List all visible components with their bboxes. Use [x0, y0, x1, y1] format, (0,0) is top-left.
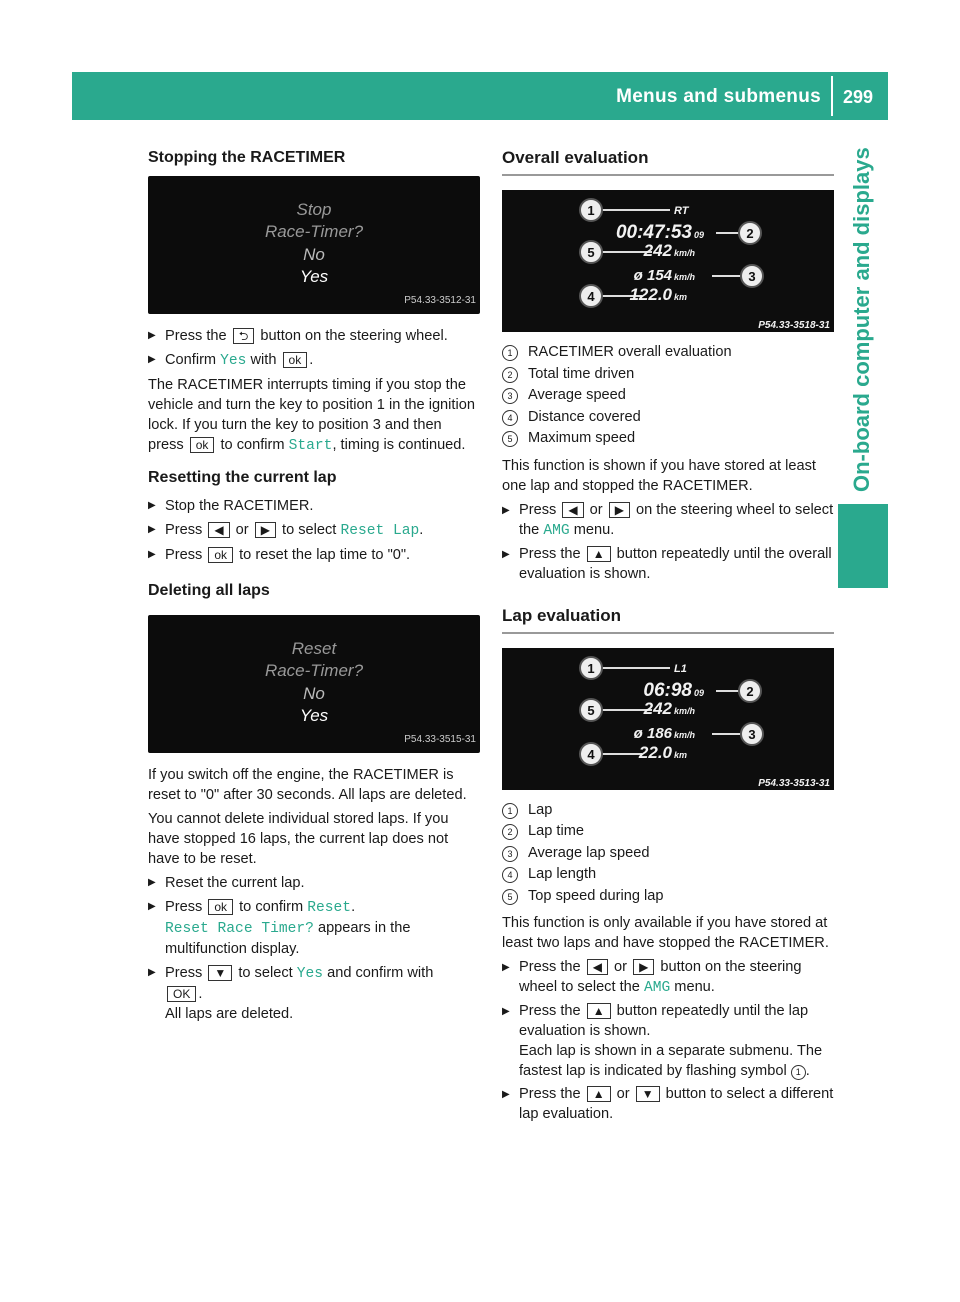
screen-line: Stop — [296, 200, 332, 219]
legend-item — [502, 800, 834, 822]
time-readout: 06:98 — [643, 679, 692, 701]
callout-label: 5 — [587, 702, 595, 718]
instruction-step: ▶ Press ok to confirm Reset. Reset Race Timer? appears in the multifunction display. — [148, 897, 480, 959]
callout-number-icon: 5 — [502, 431, 518, 447]
step-text: or — [235, 522, 249, 538]
screen-line: No — [303, 684, 325, 703]
time-readout: 00:47:53 — [615, 222, 692, 243]
legend-text: Lap length — [528, 866, 597, 882]
callout-label: 1 — [587, 203, 595, 218]
callout-number-icon: 5 — [502, 889, 518, 905]
step-text: Press — [165, 522, 203, 538]
right-arrow-key-icon: ▶ — [633, 959, 654, 975]
menu-option: Start — [288, 438, 333, 454]
paragraph — [148, 375, 480, 456]
page-number: 299 — [843, 87, 874, 107]
paragraph-text: , timing is continued. — [332, 437, 466, 453]
legend-text: Distance covered — [528, 408, 641, 425]
lap-label: L1 — [674, 662, 687, 675]
callout-number-icon: 1 — [502, 803, 518, 819]
overall-display-image — [502, 190, 834, 332]
max-speed-readout: 242 — [643, 698, 672, 718]
callout-label: 3 — [748, 269, 756, 284]
callout-number-icon: 4 — [502, 410, 518, 426]
lap-display-image — [502, 648, 834, 790]
lap-legend — [502, 800, 834, 908]
step-text: button to select a different lap evaluation. — [519, 1086, 834, 1122]
distance-readout: 122.0 — [629, 285, 672, 304]
paragraph-text: The RACETIMER interrupts timing if you stop the vehicle and turn the key to position 1 in the ignition lock. If you turn the key to position 3 and then press — [148, 377, 475, 453]
callout-label: 2 — [746, 226, 754, 241]
down-arrow-key-icon: ▼ — [636, 1086, 660, 1102]
screen-line: Reset — [291, 639, 337, 658]
speed-unit: km/h — [674, 729, 696, 740]
step-text: Confirm — [165, 352, 217, 368]
instruction-step — [502, 544, 834, 584]
step-text: Each lap is shown in a separate submenu. The fastest lap is indicated by flashing symbol — [519, 1043, 823, 1079]
step-text: Press the — [519, 1003, 581, 1019]
step-text: Press — [165, 965, 203, 981]
legend-text: Average lap speed — [528, 844, 650, 861]
step-text: button on the steering wheel. — [260, 328, 448, 344]
screen-line: Yes — [299, 267, 329, 286]
callout-label: 1 — [587, 660, 595, 676]
step-text: Press — [519, 501, 557, 518]
menu-option: AMG — [643, 980, 671, 996]
right-column — [502, 148, 834, 1127]
paragraph: This function is only available if you have stored at least two laps and have stopped the RACETIMER. — [502, 915, 829, 951]
callout-label: 5 — [587, 245, 595, 260]
step-text: menu. — [573, 521, 615, 538]
dashboard-graphic — [502, 190, 834, 332]
paragraph-text: to confirm — [220, 437, 285, 453]
ok-key-icon: ok — [208, 899, 233, 915]
lap-label: RT — [674, 205, 689, 217]
delete-heading: Deleting all laps — [148, 582, 270, 599]
legend-item — [502, 407, 834, 429]
figure-ref: P54.33-3512-31 — [404, 295, 476, 306]
paragraph: If you switch off the engine, the RACETIMER is reset to "0" after 30 seconds. All laps are deleted. — [148, 767, 467, 803]
speed-unit: km/h — [674, 272, 696, 282]
step-text: button repeatedly until the overall evaluation is shown. — [519, 545, 832, 582]
left-arrow-key-icon: ◀ — [208, 522, 229, 538]
section-title: Menus and submenus — [616, 86, 821, 107]
instruction-step — [148, 350, 480, 371]
menu-option: AMG — [543, 522, 570, 539]
menu-option: Reset — [307, 900, 352, 916]
menu-option: Yes — [296, 966, 324, 982]
step-text: Stop the RACETIMER. — [165, 498, 314, 514]
step-text: to select — [238, 965, 293, 981]
ok-key-icon: OK — [167, 986, 196, 1002]
step-text: Press the — [519, 1086, 581, 1102]
figure-ref: P54.33-3515-31 — [404, 734, 476, 745]
step-text: or — [589, 501, 603, 518]
screen-line: Race-Timer? — [264, 661, 364, 680]
back-key-icon: ⮌ — [233, 328, 255, 344]
instruction-step — [148, 873, 480, 893]
instruction-step: ▶ Press ◀ or ▶ to select Reset Lap. — [148, 520, 480, 541]
speed-unit: km/h — [674, 248, 696, 258]
legend-text: Maximum speed — [528, 430, 636, 446]
callout-number-icon: 3 — [502, 846, 518, 862]
step-text: or — [616, 1086, 630, 1102]
max-speed-readout: 242 — [643, 241, 672, 260]
distance-unit: km — [674, 292, 688, 302]
left-column — [148, 148, 480, 1028]
right-arrow-key-icon: ▶ — [255, 522, 276, 538]
time-subsecond: 09 — [694, 230, 705, 240]
instruction-step — [502, 1084, 834, 1124]
step-text: Reset the current lap. — [165, 875, 305, 891]
step-text: appears in the multifunction display. — [165, 920, 411, 957]
step-text: to reset the lap time to "0". — [239, 547, 411, 563]
step-text: Press — [165, 547, 203, 563]
ok-key-icon: ok — [208, 547, 233, 563]
step-text: Press the — [165, 328, 227, 344]
step-text: Press the — [519, 959, 581, 975]
up-arrow-key-icon: ▲ — [587, 546, 611, 562]
step-text: menu. — [674, 979, 715, 995]
legend-text: Lap — [528, 801, 553, 818]
up-arrow-key-icon: ▲ — [587, 1003, 611, 1019]
callout-label: 2 — [746, 683, 754, 699]
menu-option: Reset Race Timer? — [165, 921, 314, 937]
screen-line: Race-Timer? — [264, 222, 364, 241]
legend-text: Top speed during lap — [528, 887, 664, 904]
stop-heading: Stopping the RACETIMER — [148, 149, 346, 166]
symbol-1-icon: 1 — [791, 1065, 806, 1080]
screen-line: No — [303, 245, 325, 264]
paragraph: You cannot delete individual stored laps. If you have stopped 16 laps, the current lap does not have to be reset. — [148, 811, 449, 867]
step-text: with — [250, 352, 277, 368]
callout-number-icon: 2 — [502, 367, 518, 383]
legend-text: Average speed — [528, 387, 626, 403]
chapter-marker — [838, 504, 888, 588]
instruction-step — [502, 957, 834, 998]
step-text: and confirm with — [327, 965, 434, 981]
left-arrow-key-icon: ◀ — [562, 502, 583, 518]
step-text: button on the steering wheel to select the — [519, 959, 802, 995]
overall-legend — [502, 342, 834, 450]
step-text: button repeatedly until the lap evaluation is shown. — [519, 1003, 809, 1039]
menu-option: Reset Lap — [340, 523, 420, 539]
distance-unit: km — [674, 749, 688, 760]
instruction-step — [148, 545, 480, 565]
step-text: to select — [282, 522, 337, 538]
step-text: Press — [165, 899, 203, 915]
callout-number-icon: 2 — [502, 824, 518, 840]
step-text: on the steering wheel to select the — [519, 501, 834, 538]
chapter-title: On-board computer and displays — [849, 147, 874, 492]
callout-number-icon: 1 — [502, 345, 518, 361]
legend-text: RACETIMER overall evaluation — [528, 344, 732, 360]
instruction-step — [502, 500, 834, 541]
instruction-step: ▶ Press ▼ to select Yes and confirm with OK . All laps are deleted. — [148, 963, 480, 1024]
callout-label: 3 — [748, 726, 756, 742]
left-arrow-key-icon: ◀ — [587, 959, 608, 975]
distance-readout: 22.0 — [638, 742, 672, 762]
screen-line: Yes — [299, 706, 329, 725]
header-divider — [831, 76, 833, 116]
delete-display-image — [148, 615, 480, 753]
callout-label: 4 — [587, 746, 595, 762]
ok-key-icon: ok — [190, 437, 215, 453]
dashboard-graphic — [502, 648, 834, 790]
avg-speed-readout: ø 186 — [633, 724, 672, 742]
legend-item — [502, 364, 834, 386]
legend-item — [502, 428, 834, 450]
callout-number-icon: 4 — [502, 867, 518, 883]
legend-item — [502, 864, 834, 886]
legend-item — [502, 385, 834, 407]
instruction-step — [148, 326, 480, 346]
stop-display-image — [148, 176, 480, 314]
legend-item — [502, 843, 834, 865]
step-text: . — [309, 352, 314, 368]
instruction-step — [148, 496, 480, 516]
reset-heading: Resetting the current lap — [148, 469, 337, 486]
legend-text: Lap time — [528, 823, 584, 839]
callout-label: 4 — [587, 289, 595, 304]
legend-item — [502, 821, 834, 843]
menu-option: Yes — [220, 353, 247, 369]
instruction-step: ▶ Press the ▲ button repeatedly until the lap evaluation is shown. Each lap is shown in a separate submenu. The fastest lap is indicated by flashing symbol 1 . — [502, 1001, 834, 1081]
callout-number-icon: 3 — [502, 388, 518, 404]
figure-ref: P54.33-3518-31 — [758, 320, 830, 331]
step-text: or — [614, 959, 627, 975]
legend-text: Total time driven — [528, 365, 635, 382]
figure-ref: P54.33-3513-31 — [758, 777, 830, 789]
right-arrow-key-icon: ▶ — [609, 502, 630, 518]
legend-item — [502, 342, 834, 364]
ok-key-icon: ok — [283, 352, 308, 368]
lap-heading: Lap evaluation — [502, 606, 834, 634]
up-arrow-key-icon: ▲ — [587, 1086, 611, 1102]
down-arrow-key-icon: ▼ — [208, 965, 232, 981]
step-text: Press the — [519, 545, 581, 562]
paragraph: This function is shown if you have stored at least one lap and stopped the RACETIMER. — [502, 457, 816, 494]
overall-heading: Overall evaluation — [502, 148, 834, 176]
step-text: All laps are deleted. — [165, 1006, 294, 1022]
chapter-tab — [838, 132, 886, 492]
speed-unit: km/h — [674, 705, 696, 716]
step-text: to confirm — [239, 899, 304, 915]
legend-item — [502, 886, 834, 908]
time-subsecond: 09 — [694, 687, 705, 698]
avg-speed-readout: ø 154 — [633, 267, 672, 284]
